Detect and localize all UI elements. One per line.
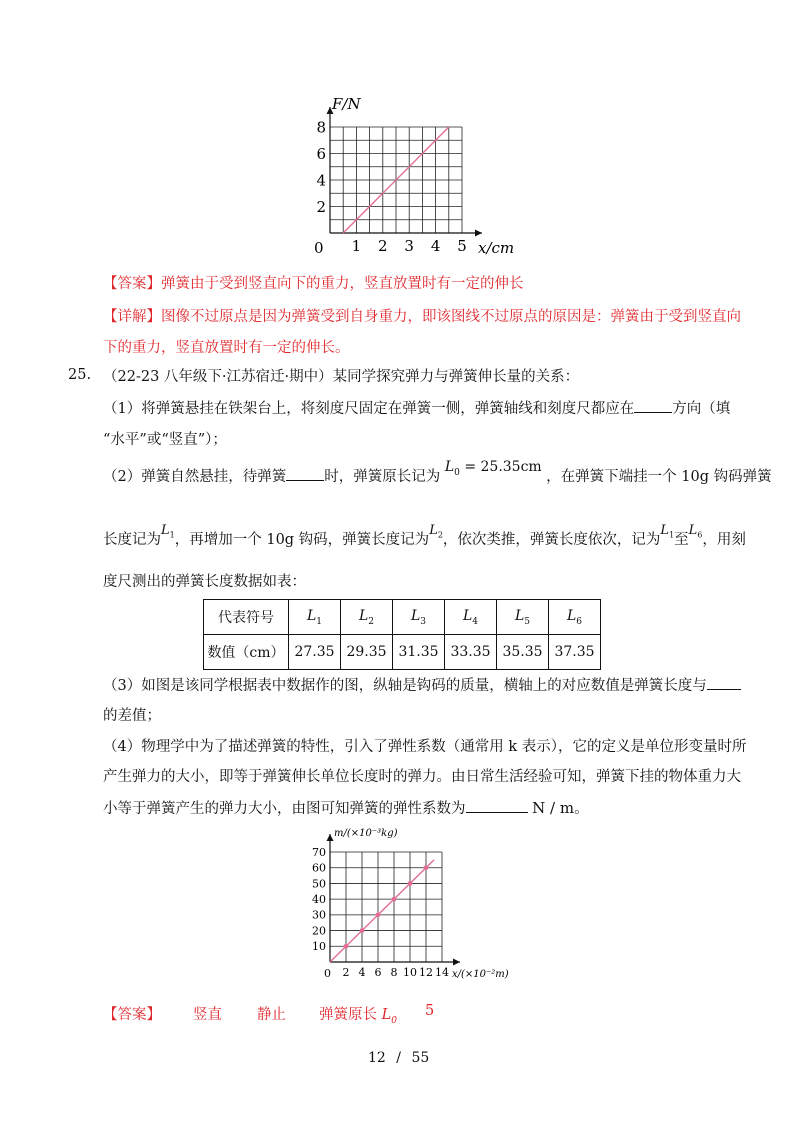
answer-1 [103,272,524,293]
table-value-cell: 27.35 [289,635,341,670]
y-tick-label: 30 [312,908,326,922]
x-tick-label: 1 [351,237,362,255]
symbol-L1: $L_1$ [660,523,675,540]
y-tick-label: 70 [312,845,326,859]
text: 小等于弹簧产生的弹力大小，由图可知弹簧的弹性系数为 [103,801,466,817]
answer-blank-2[interactable] [286,466,324,481]
text: ，依次类推，弹簧长度依次，记为 [442,532,661,548]
table-value-cell: 29.35 [341,635,393,670]
x-tick-label: 6 [374,966,382,979]
symbol-L6: $L_6$ [688,523,703,540]
question-part-4: （4）物理学中为了描述弹簧的特性，引入了弹性系数（通常用 k 表示），它的定义是单位形变量时所 [103,739,747,755]
x-tick-label: 4 [430,237,441,255]
origin-label: 0 [324,967,331,980]
text: （3）如图是该同学根据表中数据作的图，纵轴是钩码的质量，横轴上的对应数值是弹簧长度与 [103,678,707,694]
data-point [344,944,349,949]
text: （2）弹簧自然悬挂，待弹簧 [103,469,287,485]
x-tick-label: 12 [419,966,433,979]
chart-tick-labels [316,118,466,255]
detail-text: 图像不过原点是因为弹簧受到自身重力，即该图线不过原点的原因是：弹簧由于受到竖直向 [161,309,741,325]
answer-item: 竖直 [193,1007,222,1023]
table-symbol-cell: $L_1$ [289,600,341,635]
table-symbol-cell: $L_5$ [497,600,549,635]
x-axis-label: x/(×10⁻²m) [452,969,509,980]
symbol-L1: $L_1$ [161,523,175,540]
page-total: 55 [411,1050,430,1066]
x-axis-arrow [475,230,482,237]
y-tick-label: 2 [316,197,326,216]
question-part-3 [103,675,741,696]
text: 。 [574,801,589,817]
origin-label: 0 [314,239,324,257]
table-value-cell: 33.35 [445,635,497,670]
x-tick-label: 5 [457,237,467,255]
answer-blank-1[interactable] [634,398,672,413]
data-point [376,912,381,917]
question-part-4-cont-2 [103,798,589,819]
table-symbol-cell: $L_6$ [549,600,601,635]
table-header-cell: 代表符号 [204,600,289,635]
table-row-label: 数值（cm） [204,635,289,670]
table-row [204,600,601,635]
x-tick-label: 4 [358,966,366,979]
x-tick-label: 14 [435,966,449,979]
answer-tag: 【答案】 [103,1007,161,1023]
question-part-3-cont: 的差值； [103,708,161,724]
y-tick-label: 20 [312,924,326,938]
table-symbol-cell: $L_3$ [393,600,445,635]
x-axis-label: x/cm [478,239,515,257]
y-axis-label: m/(×10⁻³kg) [334,828,398,839]
question-part-2-cont [103,523,746,556]
value: = 25.35cm [459,459,542,475]
x-tick-label: 10 [403,966,417,979]
mass-extension-chart [300,822,530,984]
data-point [408,881,413,886]
answer-item: 5 [425,1003,435,1019]
x-tick-label: 2 [378,237,388,255]
answer-2 [103,1003,435,1026]
y-tick-label: 50 [312,877,326,891]
y-tick-label: 10 [312,940,326,954]
y-tick-label: 40 [312,892,326,906]
answer-text: 弹簧由于受到竖直向下的重力，竖直放置时有一定的伸长 [161,276,524,292]
answer-item: 静止 [257,1007,286,1023]
subscript: 0 [454,467,460,478]
table-symbol-cell: $L_2$ [341,600,393,635]
text: 长度记为 [103,532,161,548]
unit: N / m [532,799,575,817]
page-separator: / [396,1050,401,1066]
symbol: L [444,459,455,475]
force-extension-chart [300,95,520,265]
text: ，再增加一个 10g 钩码，弹簧长度记为 [174,532,430,548]
text: 时，弹簧原长记为 [324,469,441,485]
question-header: （22-23 八年级下·江苏宿迁·期中）某同学探究弹力与弹簧伸长量的关系： [103,369,580,385]
detail-tag: 【详解】 [103,309,161,325]
x-tick-label: 2 [342,966,350,979]
y-axis-label: F/N [332,95,361,113]
question-part-2-cont-2: 度尺测出的弹簧长度数据如表： [103,574,306,590]
text: （1）将弹簧悬挂在铁架台上，将刻度尺固定在弹簧一侧，弹簧轴线和刻度尺都应在 [103,401,635,417]
answer-item: 弹簧原长 $L_0$ [319,1007,397,1026]
spring-length-table [203,599,601,670]
table-value-cell: 37.35 [549,635,601,670]
data-point [360,928,365,933]
answer-blank-4[interactable] [466,798,528,813]
data-point [392,897,397,902]
question-part-2 [103,459,772,493]
x-tick-label: 8 [390,966,398,979]
x-tick-label: 3 [404,237,414,255]
question-part-1 [103,398,730,419]
symbol-L2: $L_2$ [429,523,443,540]
text: ，用刻 [702,532,746,548]
text: 至 [674,532,689,548]
table-symbol-cell: $L_4$ [445,600,497,635]
detail-1-line-2: 下的重力，竖直放置时有一定的伸长。 [103,340,350,356]
table-value-cell: 31.35 [393,635,445,670]
question-number: 25. [68,367,92,383]
y-tick-label: 4 [316,171,326,190]
text: ，在弹簧下端挂一个 10g 钩码弹簧 [546,469,772,485]
page-footer [368,1050,429,1066]
table-value-cell: 35.35 [497,635,549,670]
y-tick-label: 60 [312,861,326,875]
detail-1-line-1 [103,305,741,326]
answer-tag: 【答案】 [103,276,161,292]
answer-blank-3[interactable] [707,675,741,690]
formula-L0 [444,459,546,478]
page-number: 12 [368,1050,386,1066]
table-row [204,635,601,670]
x-axis-arrow [453,959,460,966]
data-point [424,865,429,870]
text: 方向（填 [672,401,731,417]
y-tick-label: 8 [316,118,326,137]
y-tick-label: 6 [316,144,326,163]
question-part-1-cont: “水平”或“竖直”）； [103,432,227,448]
question-part-4-cont: 产生弹力的大小，即等于弹簧伸长单位长度时的弹力。由日常生活经验可知，弹簧下挂的物体重力大 [103,769,741,785]
y-axis-arrow [327,834,334,841]
